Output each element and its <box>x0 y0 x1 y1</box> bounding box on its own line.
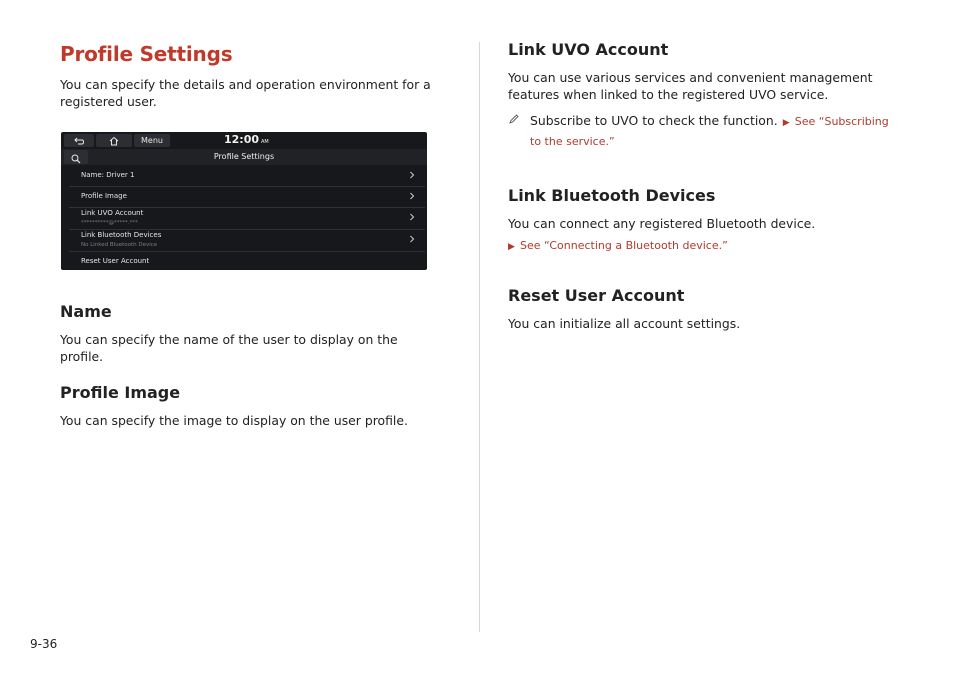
column-divider <box>479 42 480 632</box>
chevron-right-icon <box>407 234 417 244</box>
settings-list <box>69 166 425 270</box>
bluetooth-heading: Link Bluetooth Devices <box>508 186 716 205</box>
bluetooth-reference <box>508 234 903 254</box>
home-button[interactable] <box>96 134 132 147</box>
list-item-sub: No Linked Bluetooth Device <box>81 242 158 248</box>
uvo-heading: Link UVO Account <box>508 40 669 59</box>
bluetooth-text: You can connect any registered Bluetooth device. <box>508 216 816 231</box>
profile-image-section <box>60 383 435 429</box>
clock-time: 12:00 <box>224 133 260 146</box>
chevron-right-icon <box>407 212 417 222</box>
chevron-right-icon <box>407 170 417 180</box>
arrow-right-icon: ▶ <box>508 242 515 252</box>
reset-section <box>508 286 903 332</box>
list-item-name[interactable] <box>69 166 425 187</box>
page-title: Profile Settings <box>60 42 233 66</box>
name-section <box>60 302 435 365</box>
profile-image-text: You can specify the image to display on the user profile. <box>60 413 408 428</box>
intro-text: You can specify the details and operation environment for a registered user. <box>60 77 431 109</box>
list-item-profile-image[interactable] <box>69 187 425 208</box>
screen-top-bar <box>61 132 427 148</box>
uvo-note <box>508 110 903 150</box>
uvo-note-text: Subscribe to UVO to check the function. <box>530 113 778 128</box>
back-icon <box>73 136 85 146</box>
list-item-label: Name: Driver 1 <box>81 171 135 179</box>
arrow-right-icon: ▶ <box>782 118 790 128</box>
uvo-reference-link[interactable]: See “Subscribing to the service.” <box>530 115 889 148</box>
right-column <box>508 40 903 331</box>
profile-image-heading: Profile Image <box>60 383 181 402</box>
list-item-uvo[interactable] <box>69 208 425 230</box>
menu-button[interactable]: Menu <box>134 134 170 147</box>
name-text: You can specify the name of the user to display on the profile. <box>60 332 398 364</box>
left-column <box>60 40 435 110</box>
reset-text: You can initialize all account settings. <box>508 316 741 331</box>
list-item-sub: **********@*****.*** <box>81 220 138 226</box>
list-item-label: Link UVO Account <box>81 209 144 217</box>
name-heading: Name <box>60 302 112 321</box>
clock <box>224 133 269 146</box>
clock-ampm: AM <box>261 139 269 145</box>
reset-heading: Reset User Account <box>508 286 685 305</box>
list-item-bluetooth[interactable] <box>69 230 425 252</box>
list-item-label: Reset User Account <box>81 257 150 265</box>
screen-title: Profile Settings <box>213 152 275 161</box>
list-item-reset[interactable] <box>69 252 425 270</box>
list-item-label: Profile Image <box>81 192 127 200</box>
home-icon <box>108 136 120 146</box>
head-unit-screenshot <box>61 132 427 270</box>
screen-title-bar <box>61 149 427 165</box>
uvo-text: You can use various services and convenient management features when linked to the registered UVO service. <box>508 70 873 102</box>
list-item-label: Link Bluetooth Devices <box>81 231 162 239</box>
bluetooth-section <box>508 186 903 254</box>
back-button[interactable] <box>64 134 94 147</box>
chevron-right-icon <box>407 191 417 201</box>
page-number: 9-36 <box>30 637 58 651</box>
note-icon <box>508 110 522 150</box>
bluetooth-reference-link[interactable]: See “Connecting a Bluetooth device.” <box>520 239 728 252</box>
